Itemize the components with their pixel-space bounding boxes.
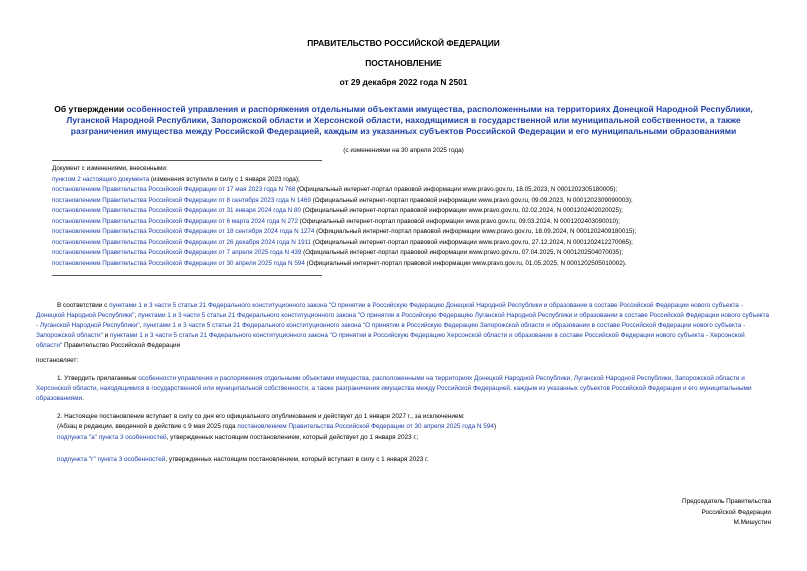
bottom-divider xyxy=(52,275,322,276)
law-link-lnr[interactable]: пунктами 1 и 3 части 5 статьи 21 Федерального конституционного закона "О принятии в Российскую Федерацию Луганской Народной Республики и образовании в составе Российской Федерации нового субъекта - Луганской Народной Республики" xyxy=(36,312,770,329)
law-link-zaporozhye[interactable]: пунктами 1 и 3 части 5 статьи 21 Федерального конституционного закона "О принятии в Российскую Федерацию Запорожской области и образовании в составе Российской Федерации нового субъекта - Запорожской области" xyxy=(36,322,746,339)
amendment-item: постановлением Правительства Российской Федерации от 26 декабря 2024 года N 1911 (Официальный интернет-портал правовой информации www.pravo.gov.ru, 27.12.2024, N 0001202412270065); xyxy=(52,238,633,246)
government-heading: ПРАВИТЕЛЬСТВО РОССИЙСКОЙ ФЕДЕРАЦИИ xyxy=(307,38,500,48)
amendment-link[interactable]: постановлением Правительства Российской Федерации от 26 декабря 2024 года N 1911 xyxy=(52,238,312,246)
edit-link[interactable]: постановлением Правительства Российской Федерации от 30 апреля 2025 года N 594 xyxy=(237,423,494,430)
resolves-text: постановляет: xyxy=(36,357,79,364)
doc-date-number: от 29 декабря 2022 года N 2501 xyxy=(339,77,468,87)
item-2-paragraph: 2. Настоящее постановление вступает в силу со дня его официального опубликования и действует до 1 января 2027 г., за исключением: xyxy=(57,413,465,420)
amendment-link[interactable]: постановлением Правительства Российской Федерации от 8 сентября 2023 года N 1469 xyxy=(52,196,311,204)
amend-note: (с изменениями на 30 апреля 2025 года) xyxy=(343,147,464,154)
signature-country: Российской Федерации xyxy=(701,508,771,516)
edit-note: (Абзац в редакции, введенной в действие с 9 мая 2025 года постановлением Правительства Российской Федерации от 30 апреля 2025 года N 594) xyxy=(57,423,497,430)
signature-name: М.Мишустин xyxy=(733,519,771,526)
doc-type-heading: ПОСТАНОВЛЕНИЕ xyxy=(365,58,442,68)
sub-a-paragraph: подпункта "а" пункта 3 особенностей, утвержденных настоящим постановлением, который действует до 1 января 2023 г.; xyxy=(57,434,419,441)
title-link[interactable]: особенностей управления и распоряжения отдельными объектами имущества, расположенными на территориях Донецкой Народной Республики, Луганской Народной Республики, Запорожской области и Херсонской области, находящимися в государственной или муниципальной собственности, а также разграничения имущества между Российской Федерацией, каждым из указанных субъектов Российской Федерации и его муниципальными образованиями xyxy=(66,104,753,136)
amendment-link[interactable]: постановлением Правительства Российской Федерации от 30 апреля 2025 года N 594 xyxy=(52,259,305,267)
doc-title xyxy=(36,104,771,137)
amendment-item: постановлением Правительства Российской Федерации от 18 сентября 2024 года N 1274 (Официальный интернет-портал правовой информации www.pravo.gov.ru, 18.09.2024, N 0001202409180015); xyxy=(52,228,637,235)
amendment-item: пунктом 2 настоящего документа (изменения вступили в силу с 1 января 2023 года); xyxy=(52,175,300,183)
amendment-item: постановлением Правительства Российской Федерации от 7 апреля 2025 года N 439 (Официальный интернет-портал правовой информации www.pravo.gov.ru, 07.04.2025, N 0001202504070035); xyxy=(52,249,624,256)
law-link-kherson[interactable]: пунктами 1 и 3 части 5 статьи 21 Федерального конституционного закона "О принятии в Российскую Федерацию Херсонской области и образовании в составе Российской Федерации нового субъекта - Херсонской области" xyxy=(36,332,745,349)
law-link-dnr[interactable]: пунктами 1 и 3 части 5 статьи 21 Федерального конституционного закона "О принятии в Российскую Федерацию Донецкой Народной Республики и образовании в составе Российской Федерации нового субъекта - Донецкой Народной Республики" xyxy=(36,302,743,319)
amendment-item: постановлением Правительства Российской Федерации от 30 апреля 2025 года N 594 (Официальный интернет-портал правовой информации www.pravo.gov.ru, 01.05.2025, N 0001202505010002). xyxy=(52,259,627,267)
amendment-link[interactable]: постановлением Правительства Российской Федерации от 18 сентября 2024 года N 1274 xyxy=(52,228,315,235)
amendment-link[interactable]: постановлением Правительства Российской Федерации от 31 января 2024 года N 80 xyxy=(52,207,302,214)
amendment-link[interactable]: постановлением Правительства Российской Федерации от 6 марта 2024 года N 272 xyxy=(52,217,299,225)
amendment-item: постановлением Правительства Российской Федерации от 6 марта 2024 года N 272 (Официальный интернет-портал правовой информации www.pravo.gov.ru, 09.03.2024, N 0001202403090010); xyxy=(52,217,620,225)
signature-position: Председатель Правительства xyxy=(682,498,771,505)
amendments-list xyxy=(52,164,792,269)
preamble-paragraph: В соответствии с пунктами 1 и 3 части 5 статьи 21 Федерального конституционного закона "О принятии в Российскую Федерацию Донецкой Народной Республики и образовании в составе Российской Федерации нового субъекта - Донецкой Народной Республики", пунктами 1 и 3 части 5 статьи 21 Федерального конституционного закона "О принятии в Российскую Федерацию Луганской Народной Республики и образовании в составе Российской Федерации нового субъекта - Луганской Народной Республики", пунктами 1 и 3 части 5 статьи 21 Федерального конституционного закона "О принятии в Российскую Федерацию Запорожской области и образовании в составе Российской Федерации нового субъекта - Запорожской области" и пунктами 1 и 3 части 5 статьи 21 Федерального конституционного закона "О принятии в Российскую Федерацию Херсонской области и образовании в составе Российской Федерации нового субъекта - Херсонской области" Правительство Российской Федерации xyxy=(36,302,770,349)
item-1-paragraph: 1. Утвердить прилагаемые особенности управления и распоряжения отдельными объектами имущества, расположенными на территориях Донецкой Народной Республики, Луганской Народной Республики, Запорожской области и Херсонской области, находящимися в государственной или муниципальной собственности, а также разграничения имущества между Российской Федерацией, каждым из указанных субъектов Российской Федерации и его муниципальными образованиями. xyxy=(36,375,752,402)
amendment-link[interactable]: постановлением Правительства Российской Федерации от 17 мая 2023 года N 768 xyxy=(52,186,296,193)
title-prefix: Об утверждении xyxy=(54,104,127,114)
amendment-item: постановлением Правительства Российской Федерации от 8 сентября 2023 года N 1469 (Официальный интернет-портал правовой информации www.pravo.gov.ru, 09.09.2023, N 0001202309090003); xyxy=(52,196,633,204)
amendment-link[interactable]: пунктом 2 настоящего документа xyxy=(52,175,150,183)
signature-block xyxy=(682,497,771,529)
amendment-item: постановлением Правительства Российской Федерации от 31 января 2024 года N 80 (Официальный интернет-портал правовой информации www.pravo.gov.ru, 02.02.2024, N 0001202402020025); xyxy=(52,207,623,214)
amendment-item: постановлением Правительства Российской Федерации от 17 мая 2023 года N 768 (Официальный интернет-портал правовой информации www.pravo.gov.ru, 18.05.2023, N 0001202305180005); xyxy=(52,186,618,193)
top-divider xyxy=(52,160,322,161)
sub-g-link[interactable]: подпункта "г" пункта 3 особенностей xyxy=(57,456,166,463)
features-link[interactable]: особенности управления и распоряжения отдельными объектами имущества, расположенными на территориях Донецкой Народной Республики, Луганской Народной Республики, Запорожской области и Херсонской области, находящимися в государственной или муниципальной собственности, а также разграничения имущества между Российской Федерацией, каждым из указанных субъектов Российской Федерации и его муниципальными образованиями xyxy=(36,375,752,402)
sub-a-link[interactable]: подпункта "а" пункта 3 особенностей xyxy=(57,434,167,441)
sub-g-paragraph: подпункта "г" пункта 3 особенностей, утвержденных настоящим постановлением, который вступает в силу с 1 января 2023 г. xyxy=(57,456,429,463)
amendment-link[interactable]: постановлением Правительства Российской Федерации от 7 апреля 2025 года N 439 xyxy=(52,249,302,256)
amendments-intro: Документ с изменениями, внесенными: xyxy=(52,165,168,172)
